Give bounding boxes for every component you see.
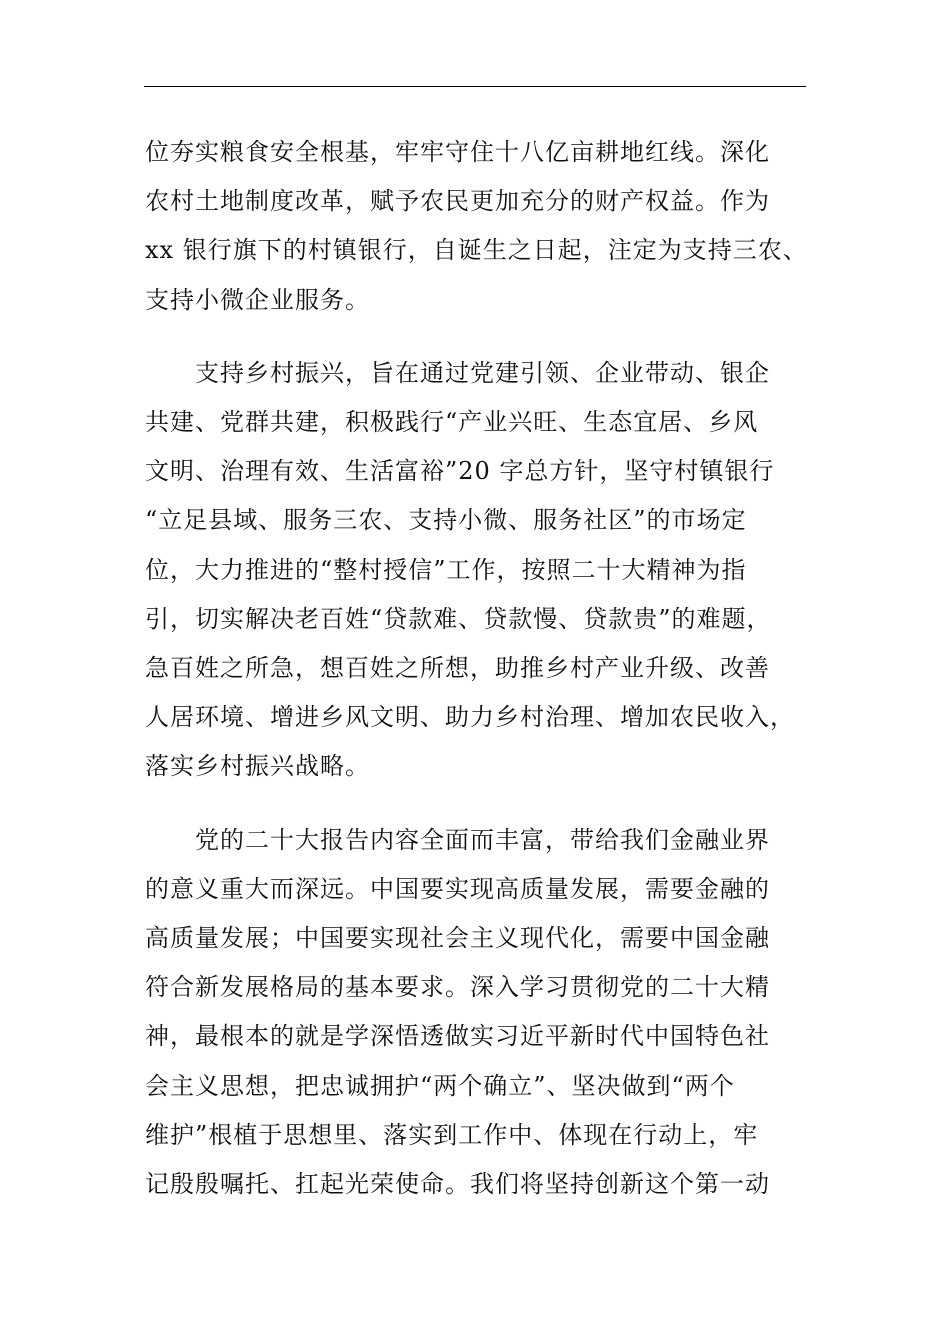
text-line: 的意义重大而深远。中国要实现高质量发展，需要金融的 (145, 874, 770, 903)
text-line: 支持乡村振兴，旨在通过党建引领、企业带动、银企 (195, 358, 770, 387)
text-line: xx 银行旗下的村镇银行，自诞生之日起，注定为支持三农、 (145, 236, 808, 265)
text-line: “立足县域、服务三农、支持小微、服务社区”的市场定 (145, 506, 747, 535)
text-line: 文明、治理有效、生活富裕”20 字总方针，坚守村镇银行 (145, 457, 775, 486)
text-line: 共建、党群共建，积极践行“产业兴旺、生态宜居、乡风 (145, 408, 759, 437)
paragraph-3 (145, 816, 805, 1210)
document-body (145, 128, 808, 1233)
text-line: 党的二十大报告内容全面而丰富，带给我们金融业界 (195, 825, 770, 854)
text-line: 急百姓之所急，想百姓之所想，助推乡村产业升级、改善 (145, 654, 770, 683)
paragraph-1 (145, 128, 808, 325)
text-line: 支持小微企业服务。 (145, 285, 370, 314)
text-line: 落实乡村振兴战略。 (145, 752, 370, 781)
text-line: 位，大力推进的“整村授信”工作，按照二十大精神为指 (145, 555, 747, 584)
text-line: 农村土地制度改革，赋予农民更加充分的财产权益。作为 (145, 187, 770, 216)
header-rule (144, 86, 806, 87)
text-line: 神，最根本的就是学深悟透做实习近平新时代中国特色社 (145, 1022, 770, 1051)
text-line: 位夯实粮食安全根基，牢牢守住十八亿亩耕地红线。深化 (145, 138, 770, 166)
text-line: 维护”根植于思想里、落实到工作中、体现在行动上，牢 (145, 1120, 759, 1149)
text-line: 引，切实解决老百姓“贷款难、贷款慢、贷款贵”的难题， (145, 604, 772, 633)
paragraph-2 (145, 349, 805, 792)
text-line: 人居环境、增进乡风文明、助力乡村治理、增加农民收入， (145, 703, 795, 732)
text-line: 会主义思想，把忠诚拥护“两个确立”、坚决做到“两个 (145, 1071, 735, 1100)
text-line: 符合新发展格局的基本要求。深入学习贯彻党的二十大精 (145, 973, 770, 1002)
text-line: 高质量发展；中国要实现社会主义现代化，需要中国金融 (145, 924, 770, 953)
text-line: 记殷殷嘱托、扛起光荣使命。我们将坚持创新这个第一动 (145, 1170, 770, 1199)
